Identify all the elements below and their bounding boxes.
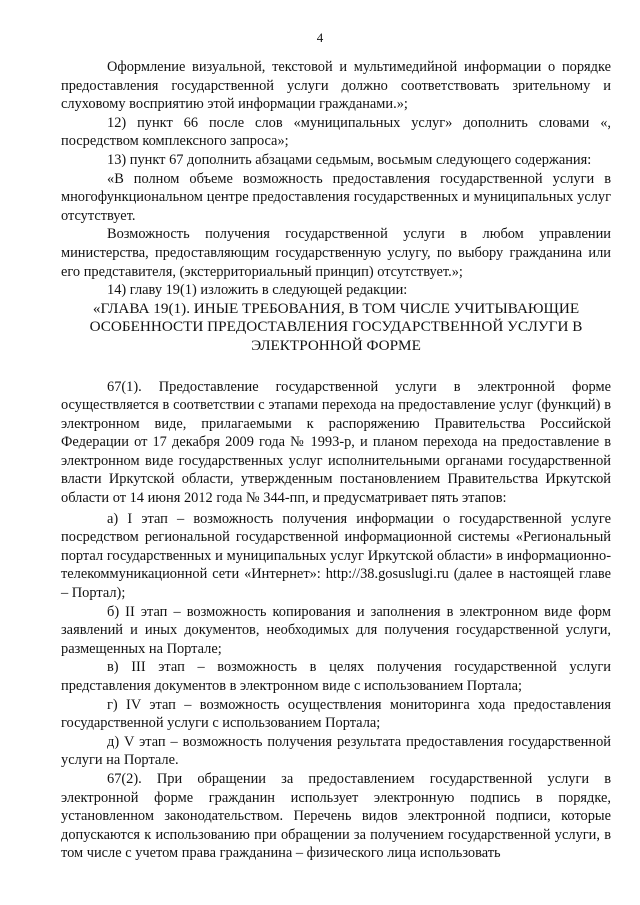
paragraph-item-13: 13) пункт 67 дополнить абзацами седьмым, восьмым следующего содержания: <box>107 151 592 168</box>
paragraph-stage-a: а) I этап – возможность получения информации о государственной услуге посредством региональной государственной информационной системы «Региональный портал государственных и муниципальных услуг Иркутской области» в информационно-телекоммуникационной сети «Интернет»: http://38.gosuslugi.ru (далее в настоящей главе – Портал); <box>61 510 611 602</box>
document-body <box>61 58 611 863</box>
paragraph-67-2: 67(2). При обращении за предоставлением государственной услуги в электронной форме гражданин использует электронную подпись в порядке, установленном законодательством. Перечень видов электронной подписи, которые допускаются к использованию при обращении за получением государственной услуги, в том числе с учетом права гражданина – физического лица использовать <box>61 770 611 862</box>
page-number: 4 <box>316 30 324 45</box>
paragraph-stage-e: д) V этап – возможность получения результата предоставления государственной услуги на Портале. <box>61 733 611 769</box>
paragraph-stage-b: б) II этап – возможность копирования и заполнения в электронном виде форм заявлений и иных документов, необходимых для получения государственной услуги, размещенных на Портале; <box>61 603 611 657</box>
paragraph-extraterritorial: Возможность получения государственной услуги в любом управлении министерства, предоставляющим государственную услугу, по выбору гражданина или его представителя, (экстерриториальный принцип) отсутствует.»; <box>61 226 611 280</box>
paragraph-stage-c: в) III этап – возможность в целях получения государственной услуги представления документов в электронном виде с использованием Портала; <box>61 659 611 694</box>
paragraph-67-1: 67(1). Предоставление государственной услуги в электронной форме осуществляется в соответствии с этапами перехода на предоставление услуг (функций) в электронном виде, прилагаемыми к распоряжению Правительства Российской Федерации от 17 декабря 2009 года № 1993-р, и планом перехода на предоставление в электронном виде государственных услуг исполнительными органами государственной власти Иркутской области, утвержденным постановлением Правительства Иркутской области от 14 июня 2012 года № 344-пп, и предусматривает пять этапов: <box>61 378 611 507</box>
paragraph-item-12: 12) пункт 66 после слов «муниципальных услуг» дополнить словами «, посредством комплексного запроса»; <box>61 114 611 150</box>
paragraph-mfc: «В полном объеме возможность предоставления государственной услуги в многофункциональном центре предоставления государственных и муниципальных услуг отсутствует. <box>61 170 611 224</box>
chapter-heading: «ГЛАВА 19(1). ИНЫЕ ТРЕБОВАНИЯ, В ТОМ ЧИСЛЕ УЧИТЫВАЮЩИЕ ОСОБЕННОСТИ ПРЕДОСТАВЛЕНИЯ ГОСУДАРСТВЕННОЙ УСЛУГИ В ЭЛЕКТРОННОЙ ФОРМЕ <box>89 299 583 354</box>
paragraph-visual-info: Оформление визуальной, текстовой и мультимедийной информации о порядке предоставления государственной услуги должно соответствовать зрительному и слуховому восприятию этой информации гражданами.»; <box>61 59 611 113</box>
paragraph-stage-d: г) IV этап – возможность осуществления мониторинга хода предоставления государственной услуги с использованием Портала; <box>61 696 611 732</box>
heading-spacer <box>61 356 611 378</box>
paragraph-item-14: 14) главу 19(1) изложить в следующей редакции: <box>107 282 408 299</box>
